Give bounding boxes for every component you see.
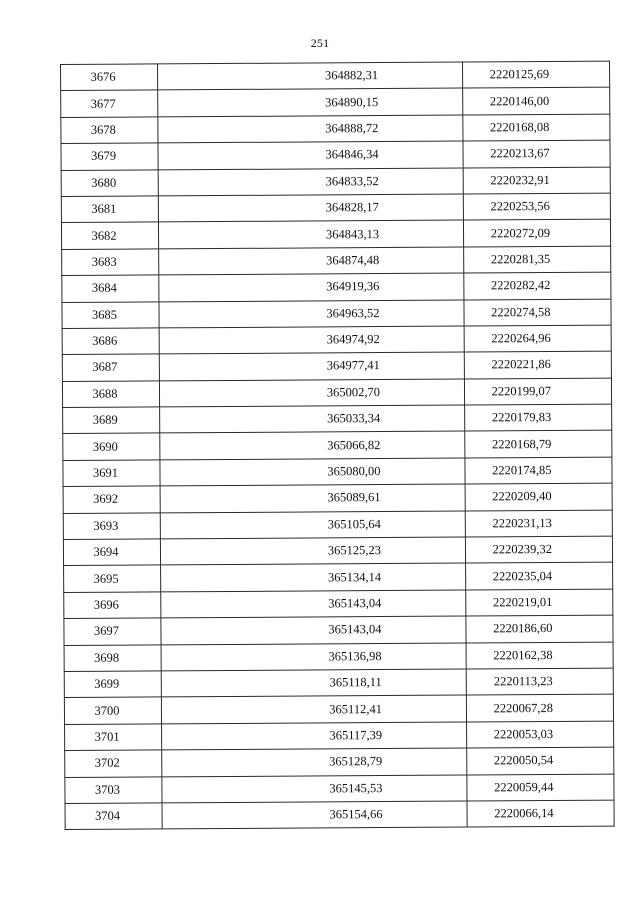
x-coordinate-cell: 364888,72 (158, 115, 463, 143)
table-row (63, 457, 612, 487)
table-row (63, 510, 612, 540)
x-coordinate-cell: 364882,31 (158, 62, 463, 90)
x-coordinate-cell: 365136,98 (161, 643, 466, 671)
table-row (65, 774, 614, 804)
table-row (62, 378, 611, 408)
x-coordinate-cell: 365143,04 (161, 590, 466, 618)
y-coordinate-cell: 2220050,54 (467, 747, 614, 774)
y-coordinate-cell: 2220239,32 (465, 536, 612, 563)
point-number-cell: 3681 (61, 196, 158, 223)
y-coordinate-cell: 2220231,13 (465, 510, 612, 537)
point-number-cell: 3692 (63, 486, 160, 513)
table-row (65, 800, 614, 830)
point-number-cell: 3703 (65, 776, 162, 803)
x-coordinate-cell: 364974,92 (159, 326, 464, 354)
x-coordinate-cell: 365080,00 (160, 458, 465, 486)
coordinates-table-container (60, 61, 615, 831)
table-row (61, 140, 610, 170)
x-coordinate-cell: 365089,61 (160, 484, 465, 512)
table-row (61, 219, 610, 249)
point-number-cell: 3702 (65, 750, 162, 777)
y-coordinate-cell: 2220232,91 (463, 167, 610, 194)
table-row (62, 299, 611, 329)
y-coordinate-cell: 2220162,38 (466, 642, 613, 669)
x-coordinate-cell: 364919,36 (159, 273, 464, 301)
table-row (65, 747, 614, 777)
y-coordinate-cell: 2220282,42 (464, 272, 611, 299)
point-number-cell: 3693 (63, 513, 160, 540)
x-coordinate-cell: 365117,39 (162, 722, 467, 750)
y-coordinate-cell: 2220168,79 (465, 431, 612, 458)
table-row (63, 404, 612, 434)
y-coordinate-cell: 2220125,69 (462, 61, 609, 88)
point-number-cell: 3678 (61, 117, 158, 144)
table-row (62, 351, 611, 381)
y-coordinate-cell: 2220053,03 (467, 721, 614, 748)
y-coordinate-cell: 2220059,44 (467, 774, 614, 801)
point-number-cell: 3697 (64, 618, 161, 645)
y-coordinate-cell: 2220186,60 (466, 615, 613, 642)
table-row (61, 88, 610, 118)
x-coordinate-cell: 364890,15 (158, 88, 463, 116)
point-number-cell: 3679 (61, 143, 158, 170)
point-number-cell: 3683 (62, 249, 159, 276)
point-number-cell: 3686 (62, 328, 159, 355)
x-coordinate-cell: 365033,34 (160, 405, 465, 433)
point-number-cell: 3677 (61, 90, 158, 117)
table-row (61, 61, 610, 91)
y-coordinate-cell: 2220066,14 (467, 800, 614, 827)
y-coordinate-cell: 2220272,09 (463, 219, 610, 246)
point-number-cell: 3680 (61, 169, 158, 196)
x-coordinate-cell: 364828,17 (158, 194, 463, 222)
table-row (61, 167, 610, 197)
table-row (61, 114, 610, 144)
y-coordinate-cell: 2220274,58 (464, 299, 611, 326)
table-row (64, 589, 613, 619)
point-number-cell: 3685 (62, 301, 159, 328)
table-row (64, 642, 613, 672)
point-number-cell: 3684 (62, 275, 159, 302)
point-number-cell: 3704 (65, 803, 162, 830)
table-row (61, 193, 610, 223)
coordinates-table-body (61, 61, 615, 830)
point-number-cell: 3701 (65, 724, 162, 751)
point-number-cell: 3698 (64, 644, 161, 671)
point-number-cell: 3696 (64, 592, 161, 619)
y-coordinate-cell: 2220174,85 (465, 457, 612, 484)
y-coordinate-cell: 2220281,35 (464, 246, 611, 273)
x-coordinate-cell: 365002,70 (159, 379, 464, 407)
table-row (64, 563, 613, 593)
point-number-cell: 3700 (64, 697, 161, 724)
y-coordinate-cell: 2220146,00 (463, 88, 610, 115)
point-number-cell: 3694 (63, 539, 160, 566)
x-coordinate-cell: 365125,23 (160, 537, 465, 565)
x-coordinate-cell: 365112,41 (161, 695, 466, 723)
table-row (64, 695, 613, 725)
x-coordinate-cell: 364833,52 (158, 168, 463, 196)
x-coordinate-cell: 365118,11 (161, 669, 466, 697)
table-row (62, 272, 611, 302)
table-row (65, 721, 614, 751)
x-coordinate-cell: 365128,79 (162, 748, 467, 776)
y-coordinate-cell: 2220168,08 (463, 114, 610, 141)
point-number-cell: 3687 (62, 354, 159, 381)
x-coordinate-cell: 365143,04 (161, 616, 466, 644)
point-number-cell: 3695 (64, 565, 161, 592)
y-coordinate-cell: 2220221,86 (464, 351, 611, 378)
point-number-cell: 3689 (63, 407, 160, 434)
y-coordinate-cell: 2220235,04 (466, 563, 613, 590)
y-coordinate-cell: 2220199,07 (464, 378, 611, 405)
y-coordinate-cell: 2220179,83 (465, 404, 612, 431)
table-row (62, 246, 611, 276)
coordinates-table (60, 61, 615, 831)
y-coordinate-cell: 2220209,40 (465, 483, 612, 510)
x-coordinate-cell: 365154,66 (162, 801, 467, 829)
table-row (63, 483, 612, 513)
x-coordinate-cell: 364846,34 (158, 141, 463, 169)
point-number-cell: 3676 (61, 64, 158, 91)
table-row (62, 325, 611, 355)
point-number-cell: 3691 (63, 460, 160, 487)
x-coordinate-cell: 364843,13 (158, 220, 463, 248)
point-number-cell: 3682 (61, 222, 158, 249)
x-coordinate-cell: 365145,53 (162, 775, 467, 803)
point-number-cell: 3699 (64, 671, 161, 698)
x-coordinate-cell: 365066,82 (160, 432, 465, 460)
y-coordinate-cell: 2220264,96 (464, 325, 611, 352)
table-row (64, 668, 613, 698)
x-coordinate-cell: 364977,41 (159, 352, 464, 380)
table-row (63, 431, 612, 461)
y-coordinate-cell: 2220219,01 (466, 589, 613, 616)
point-number-cell: 3688 (62, 381, 159, 408)
table-row (64, 615, 613, 645)
x-coordinate-cell: 364874,48 (159, 247, 464, 275)
y-coordinate-cell: 2220213,67 (463, 140, 610, 167)
x-coordinate-cell: 365105,64 (160, 511, 465, 539)
page-number: 251 (310, 36, 330, 50)
x-coordinate-cell: 365134,14 (161, 563, 466, 591)
y-coordinate-cell: 2220113,23 (466, 668, 613, 695)
point-number-cell: 3690 (63, 433, 160, 460)
y-coordinate-cell: 2220253,56 (463, 193, 610, 220)
y-coordinate-cell: 2220067,28 (466, 695, 613, 722)
table-row (63, 536, 612, 566)
x-coordinate-cell: 364963,52 (159, 300, 464, 328)
